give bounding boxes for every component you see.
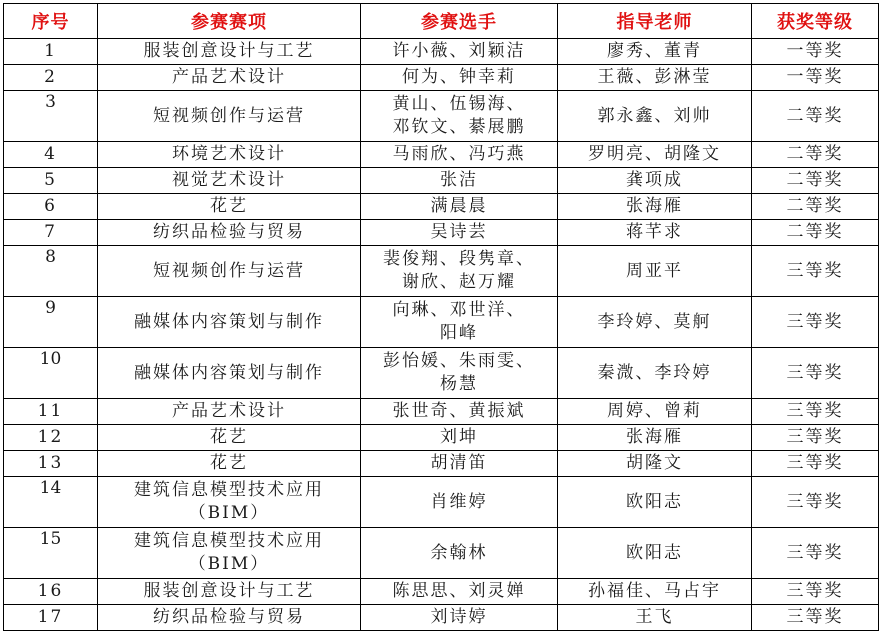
cell-instructors (558, 451, 752, 477)
cell-contestants-line: 彭怡媛、朱雨雯、 (383, 351, 535, 371)
cell-instructors-line: 周亚平 (626, 260, 683, 281)
cell-contestants-line: 陈思思、刘灵婵 (392, 581, 526, 601)
cell-contestants-line: 谢欣、赵万耀 (402, 272, 516, 292)
cell-contestants (361, 168, 558, 194)
cell-instructors-line: 廖秀、董青 (607, 41, 702, 61)
header-competition-event: 参赛赛项 (98, 4, 361, 39)
cell-serial-number: 12 (4, 425, 98, 451)
cell-contestants-line: 刘诗婷 (430, 607, 488, 627)
cell-competition-event (98, 605, 361, 631)
header-serial-number: 序号 (4, 4, 98, 39)
cell-competition-event (98, 194, 361, 220)
cell-contestants-line: 满晨晨 (430, 196, 488, 216)
table-row (4, 194, 879, 220)
cell-instructors-line: 蒋芊求 (626, 222, 683, 242)
cell-award-level: 二等奖 (752, 91, 879, 142)
table-row (4, 142, 879, 168)
cell-instructors (558, 297, 752, 348)
table-row (4, 579, 879, 605)
cell-serial-number: 14 (4, 477, 98, 528)
cell-instructors (558, 399, 752, 425)
table-row (4, 220, 879, 246)
cell-serial-number: 10 (4, 348, 98, 399)
cell-instructors-line: 罗明亮、胡隆文 (588, 144, 721, 164)
header-instructors: 指导老师 (558, 4, 752, 39)
cell-award-level: 三等奖 (752, 605, 879, 631)
cell-instructors (558, 579, 752, 605)
cell-competition-event-line: 纺织品检验与贸易 (153, 607, 305, 627)
cell-award-level: 一等奖 (752, 65, 879, 91)
cell-contestants (361, 451, 558, 477)
cell-contestants (361, 528, 558, 579)
cell-award-level: 三等奖 (752, 399, 879, 425)
cell-instructors-line: 李玲婷、莫舸 (597, 311, 712, 332)
cell-competition-event (98, 91, 361, 142)
cell-competition-event-line: 产品艺术设计 (172, 67, 286, 87)
cell-competition-event (98, 297, 361, 348)
cell-instructors-line: 胡隆文 (626, 453, 683, 473)
cell-competition-event-line: 服装创意设计与工艺 (143, 41, 315, 61)
cell-contestants (361, 65, 558, 91)
cell-serial-number: 13 (4, 451, 98, 477)
cell-award-level: 三等奖 (752, 348, 879, 399)
cell-competition-event-line: 产品艺术设计 (172, 401, 286, 421)
cell-contestants-line: 马雨欣、冯巧燕 (392, 144, 526, 164)
cell-contestants-line: 肖维婷 (430, 491, 488, 512)
cell-contestants (361, 425, 558, 451)
cell-instructors (558, 65, 752, 91)
cell-contestants (361, 399, 558, 425)
cell-instructors (558, 194, 752, 220)
cell-competition-event (98, 451, 361, 477)
cell-award-level: 三等奖 (752, 451, 879, 477)
table-row (4, 246, 879, 297)
cell-instructors (558, 39, 752, 65)
cell-competition-event (98, 348, 361, 399)
cell-instructors (558, 91, 752, 142)
cell-competition-event-line: 花艺 (210, 453, 248, 473)
cell-serial-number: 5 (4, 168, 98, 194)
cell-contestants (361, 91, 558, 142)
cell-competition-event (98, 528, 361, 579)
table-row (4, 348, 879, 399)
cell-contestants (361, 142, 558, 168)
cell-competition-event-line: （BIM） (188, 503, 270, 523)
cell-award-level: 一等奖 (752, 39, 879, 65)
cell-competition-event-line: 花艺 (210, 196, 248, 216)
cell-contestants-line: 张世奇、黄振斌 (392, 401, 526, 421)
table-row (4, 528, 879, 579)
cell-contestants-line: 胡清笛 (430, 453, 488, 473)
header-row (4, 4, 879, 39)
cell-contestants (361, 194, 558, 220)
table-row (4, 605, 879, 631)
cell-competition-event-line: 环境艺术设计 (172, 144, 286, 164)
cell-competition-event (98, 65, 361, 91)
cell-contestants-line: 何为、钟幸莉 (402, 67, 516, 87)
cell-competition-event (98, 425, 361, 451)
cell-competition-event-line: 融媒体内容策划与制作 (134, 311, 324, 332)
table-header (4, 4, 879, 39)
cell-competition-event (98, 142, 361, 168)
cell-competition-event-line: （BIM） (188, 554, 270, 574)
cell-instructors-line: 欧阳志 (626, 542, 683, 563)
cell-contestants-line: 余翰林 (430, 542, 488, 563)
table-row (4, 168, 879, 194)
cell-competition-event (98, 579, 361, 605)
cell-instructors (558, 605, 752, 631)
cell-contestants-line: 吴诗芸 (430, 222, 488, 242)
cell-instructors-line: 欧阳志 (626, 491, 683, 512)
table-row (4, 39, 879, 65)
cell-instructors-line: 王薇、彭淋莹 (597, 67, 712, 87)
cell-competition-event-line: 短视频创作与运营 (153, 105, 305, 126)
cell-competition-event (98, 477, 361, 528)
cell-contestants (361, 220, 558, 246)
cell-award-level: 三等奖 (752, 528, 879, 579)
cell-contestants-line: 黄山、伍锡海、 (392, 94, 526, 114)
cell-instructors-line: 王飞 (635, 607, 674, 627)
cell-instructors-line: 秦溦、李玲婷 (597, 362, 712, 383)
table-row (4, 399, 879, 425)
header-award-level: 获奖等级 (752, 4, 879, 39)
cell-contestants-line: 杨慧 (440, 374, 478, 394)
cell-serial-number: 3 (4, 91, 98, 142)
table-row (4, 451, 879, 477)
cell-instructors (558, 425, 752, 451)
cell-contestants-line: 向琳、邓世洋、 (392, 300, 526, 320)
cell-award-level: 二等奖 (752, 194, 879, 220)
cell-competition-event (98, 220, 361, 246)
cell-competition-event-line: 花艺 (210, 427, 248, 447)
cell-contestants-line: 阳峰 (440, 323, 478, 343)
cell-instructors (558, 142, 752, 168)
cell-instructors-line: 张海雁 (626, 427, 683, 447)
cell-competition-event-line: 纺织品检验与贸易 (153, 222, 305, 242)
cell-contestants-line: 张洁 (440, 170, 478, 190)
cell-serial-number: 9 (4, 297, 98, 348)
cell-contestants (361, 477, 558, 528)
cell-contestants-line: 许小薇、刘颖洁 (392, 41, 526, 61)
cell-instructors (558, 168, 752, 194)
cell-award-level: 三等奖 (752, 297, 879, 348)
cell-instructors-line: 龚项成 (626, 170, 683, 190)
cell-instructors (558, 348, 752, 399)
table-row (4, 65, 879, 91)
cell-serial-number: 2 (4, 65, 98, 91)
cell-competition-event-line: 建筑信息模型技术应用 (134, 531, 324, 551)
cell-award-level: 三等奖 (752, 579, 879, 605)
cell-contestants-line: 邓钦文、綦展鹏 (392, 117, 526, 137)
cell-instructors (558, 477, 752, 528)
award-table (3, 3, 879, 631)
cell-contestants-line: 裴俊翔、段隽章、 (383, 249, 535, 269)
cell-award-level: 三等奖 (752, 246, 879, 297)
cell-instructors-line: 周婷、曾莉 (607, 401, 702, 421)
cell-instructors (558, 246, 752, 297)
table-row (4, 477, 879, 528)
cell-contestants (361, 579, 558, 605)
cell-competition-event (98, 39, 361, 65)
cell-serial-number: 11 (4, 399, 98, 425)
cell-contestants (361, 297, 558, 348)
cell-competition-event-line: 视觉艺术设计 (172, 170, 286, 190)
header-contestants: 参赛选手 (361, 4, 558, 39)
table-body (4, 39, 879, 631)
cell-serial-number: 15 (4, 528, 98, 579)
cell-instructors-line: 孙福佳、马占宇 (588, 581, 721, 601)
cell-award-level: 二等奖 (752, 168, 879, 194)
cell-instructors-line: 郭永鑫、刘帅 (597, 105, 712, 126)
cell-contestants-line: 刘坤 (440, 427, 478, 447)
cell-contestants (361, 348, 558, 399)
cell-competition-event-line: 短视频创作与运营 (153, 260, 305, 281)
cell-award-level: 三等奖 (752, 425, 879, 451)
cell-contestants (361, 246, 558, 297)
cell-award-level: 二等奖 (752, 142, 879, 168)
cell-serial-number: 17 (4, 605, 98, 631)
cell-competition-event (98, 246, 361, 297)
cell-instructors-line: 张海雁 (626, 196, 683, 216)
table-row (4, 91, 879, 142)
table-row (4, 425, 879, 451)
cell-competition-event-line: 建筑信息模型技术应用 (134, 480, 324, 500)
table-row (4, 297, 879, 348)
cell-serial-number: 16 (4, 579, 98, 605)
cell-serial-number: 1 (4, 39, 98, 65)
cell-serial-number: 6 (4, 194, 98, 220)
cell-competition-event (98, 168, 361, 194)
cell-contestants (361, 605, 558, 631)
cell-contestants (361, 39, 558, 65)
cell-competition-event (98, 399, 361, 425)
cell-competition-event-line: 融媒体内容策划与制作 (134, 362, 324, 383)
cell-serial-number: 7 (4, 220, 98, 246)
cell-serial-number: 8 (4, 246, 98, 297)
cell-serial-number: 4 (4, 142, 98, 168)
cell-instructors (558, 528, 752, 579)
cell-award-level: 三等奖 (752, 477, 879, 528)
cell-competition-event-line: 服装创意设计与工艺 (143, 581, 315, 601)
cell-award-level: 二等奖 (752, 220, 879, 246)
cell-instructors (558, 220, 752, 246)
